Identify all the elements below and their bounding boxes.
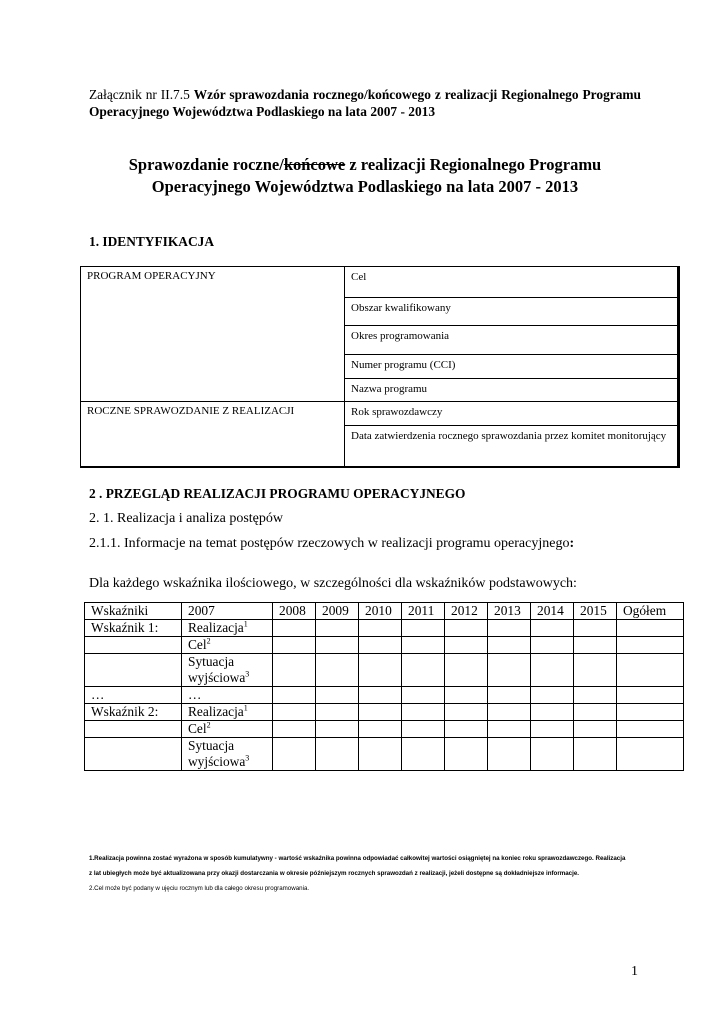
program-label: PROGRAM OPERACYJNY [81, 267, 345, 402]
row-label-text: Sytuacja [188, 738, 235, 753]
field-numer: Numer programu (CCI) [345, 355, 677, 379]
annex-title: Wzór sprawozdania rocznego/końcowego z realizacji Regionalnego Programu Operacyjnego Województwa Podlaskiego na lata 2007 - 2013 [89, 87, 642, 119]
table-header-cell: Ogółem [617, 603, 684, 620]
field-nazwa: Nazwa programu [345, 379, 677, 402]
footnote-ref: 1 [243, 619, 248, 629]
row-label [182, 620, 273, 637]
row-label [182, 637, 273, 654]
table-header-cell: 2011 [402, 603, 445, 620]
section1-heading: 1. IDENTYFIKACJA [89, 234, 214, 249]
indicator-name: Wskaźnik 2: [85, 704, 182, 721]
title-struck-word: końcowe [283, 155, 346, 174]
field-obszar: Obszar kwalifikowany [345, 298, 677, 326]
field-data-zatwierdzenia: Data zatwierdzenia rocznego sprawozdania przez komitet monitorujący [351, 430, 667, 442]
table-header-cell: 2009 [316, 603, 359, 620]
section2-heading: 2 . PRZEGLĄD REALIZACJI PROGRAMU OPERACYJNEGO [89, 486, 466, 501]
table-row [85, 637, 684, 654]
row-label-text: Sytuacja [188, 654, 235, 669]
table-header-cell: 2010 [359, 603, 402, 620]
row-label [182, 654, 273, 687]
row-label-text: wyjściowa [188, 754, 246, 769]
footnotes [89, 851, 629, 896]
row-label-text: Realizacja [188, 620, 244, 635]
footnote-ref: 2 [206, 636, 211, 646]
indicators-intro: Dla każdego wskaźnika ilościowego, w szczególności dla wskaźników podstawowych: [89, 576, 577, 591]
table-row [85, 687, 684, 704]
footnote-ref: 3 [245, 753, 250, 763]
ellipsis-cell: … [85, 687, 182, 704]
annex-number: Załącznik nr II.7.5 [89, 87, 190, 102]
subsection-text: Informacje na temat postępów rzeczowych w realizacji programu operacyjnego [120, 536, 570, 551]
table-header-cell: 2012 [445, 603, 488, 620]
row-label [182, 704, 273, 721]
table-header-cell: 2008 [273, 603, 316, 620]
table-header-cell: 2007 [182, 603, 273, 620]
indicators-table [84, 602, 684, 771]
identification-table [80, 266, 680, 468]
field-okres: Okres programowania [345, 326, 677, 355]
row-label-text: Cel [188, 721, 207, 736]
page-title [89, 154, 641, 198]
table-row [85, 654, 684, 687]
footnote-2: 2.Cel może być podany w ujęciu rocznym lub dla całego okresu programowania. [89, 885, 310, 892]
page-number: 1 [631, 964, 638, 979]
indicator-name: Wskaźnik 1: [85, 620, 182, 637]
subsection-number: 2.1.1. [89, 536, 121, 551]
title-part2: z realizacji Regionalnego Programu Operacyjnego Województwa Podlaskiego na lata 2007 - 2013 [151, 155, 602, 196]
table-header-cell: 2013 [488, 603, 531, 620]
table-header-row [85, 603, 684, 620]
footnote-ref: 2 [206, 720, 211, 730]
subsection-colon: : [569, 536, 575, 551]
subsection-2-1-1 [89, 536, 574, 552]
table-row [85, 721, 684, 738]
table-row [85, 704, 684, 721]
annex-header [89, 86, 641, 120]
row-label-text: Realizacja [188, 704, 244, 719]
title-part1: Sprawozdanie roczne/ [128, 155, 284, 174]
table-header-cell: 2014 [531, 603, 574, 620]
table-header-cell: 2015 [574, 603, 617, 620]
row-label-text: wyjściowa [188, 670, 246, 685]
ellipsis-cell: … [182, 687, 273, 704]
row-label [182, 721, 273, 738]
row-label-text: Cel [188, 637, 207, 652]
table-row [85, 620, 684, 637]
report-label: ROCZNE SPRAWOZDANIE Z REALIZACJI [81, 402, 345, 466]
footnote-ref: 3 [245, 669, 250, 679]
footnote-1: 1.Realizacja powinna zostać wyrażona w sposób kumulatywny - wartość wskaźnika powinna odpowiadać całkowitej wartości osiągniętej na koniec roku sprawozdawczego. Realizacja z lat ubiegłych może być aktualizowana przy okazji dostarczania w okresie późniejszym rocznych sprawozdań z realizacji, jeżeli dostępne są dokładniejsze informacje. [89, 855, 626, 877]
table-row [85, 738, 684, 771]
field-rok: Rok sprawozdawczy [345, 402, 677, 426]
subsection-2-1: 2. 1. Realizacja i analiza postępów [89, 511, 283, 526]
field-cel: Cel [345, 267, 677, 298]
footnote-ref: 1 [243, 703, 248, 713]
row-label [182, 738, 273, 771]
table-header-cell: Wskaźniki [85, 603, 182, 620]
